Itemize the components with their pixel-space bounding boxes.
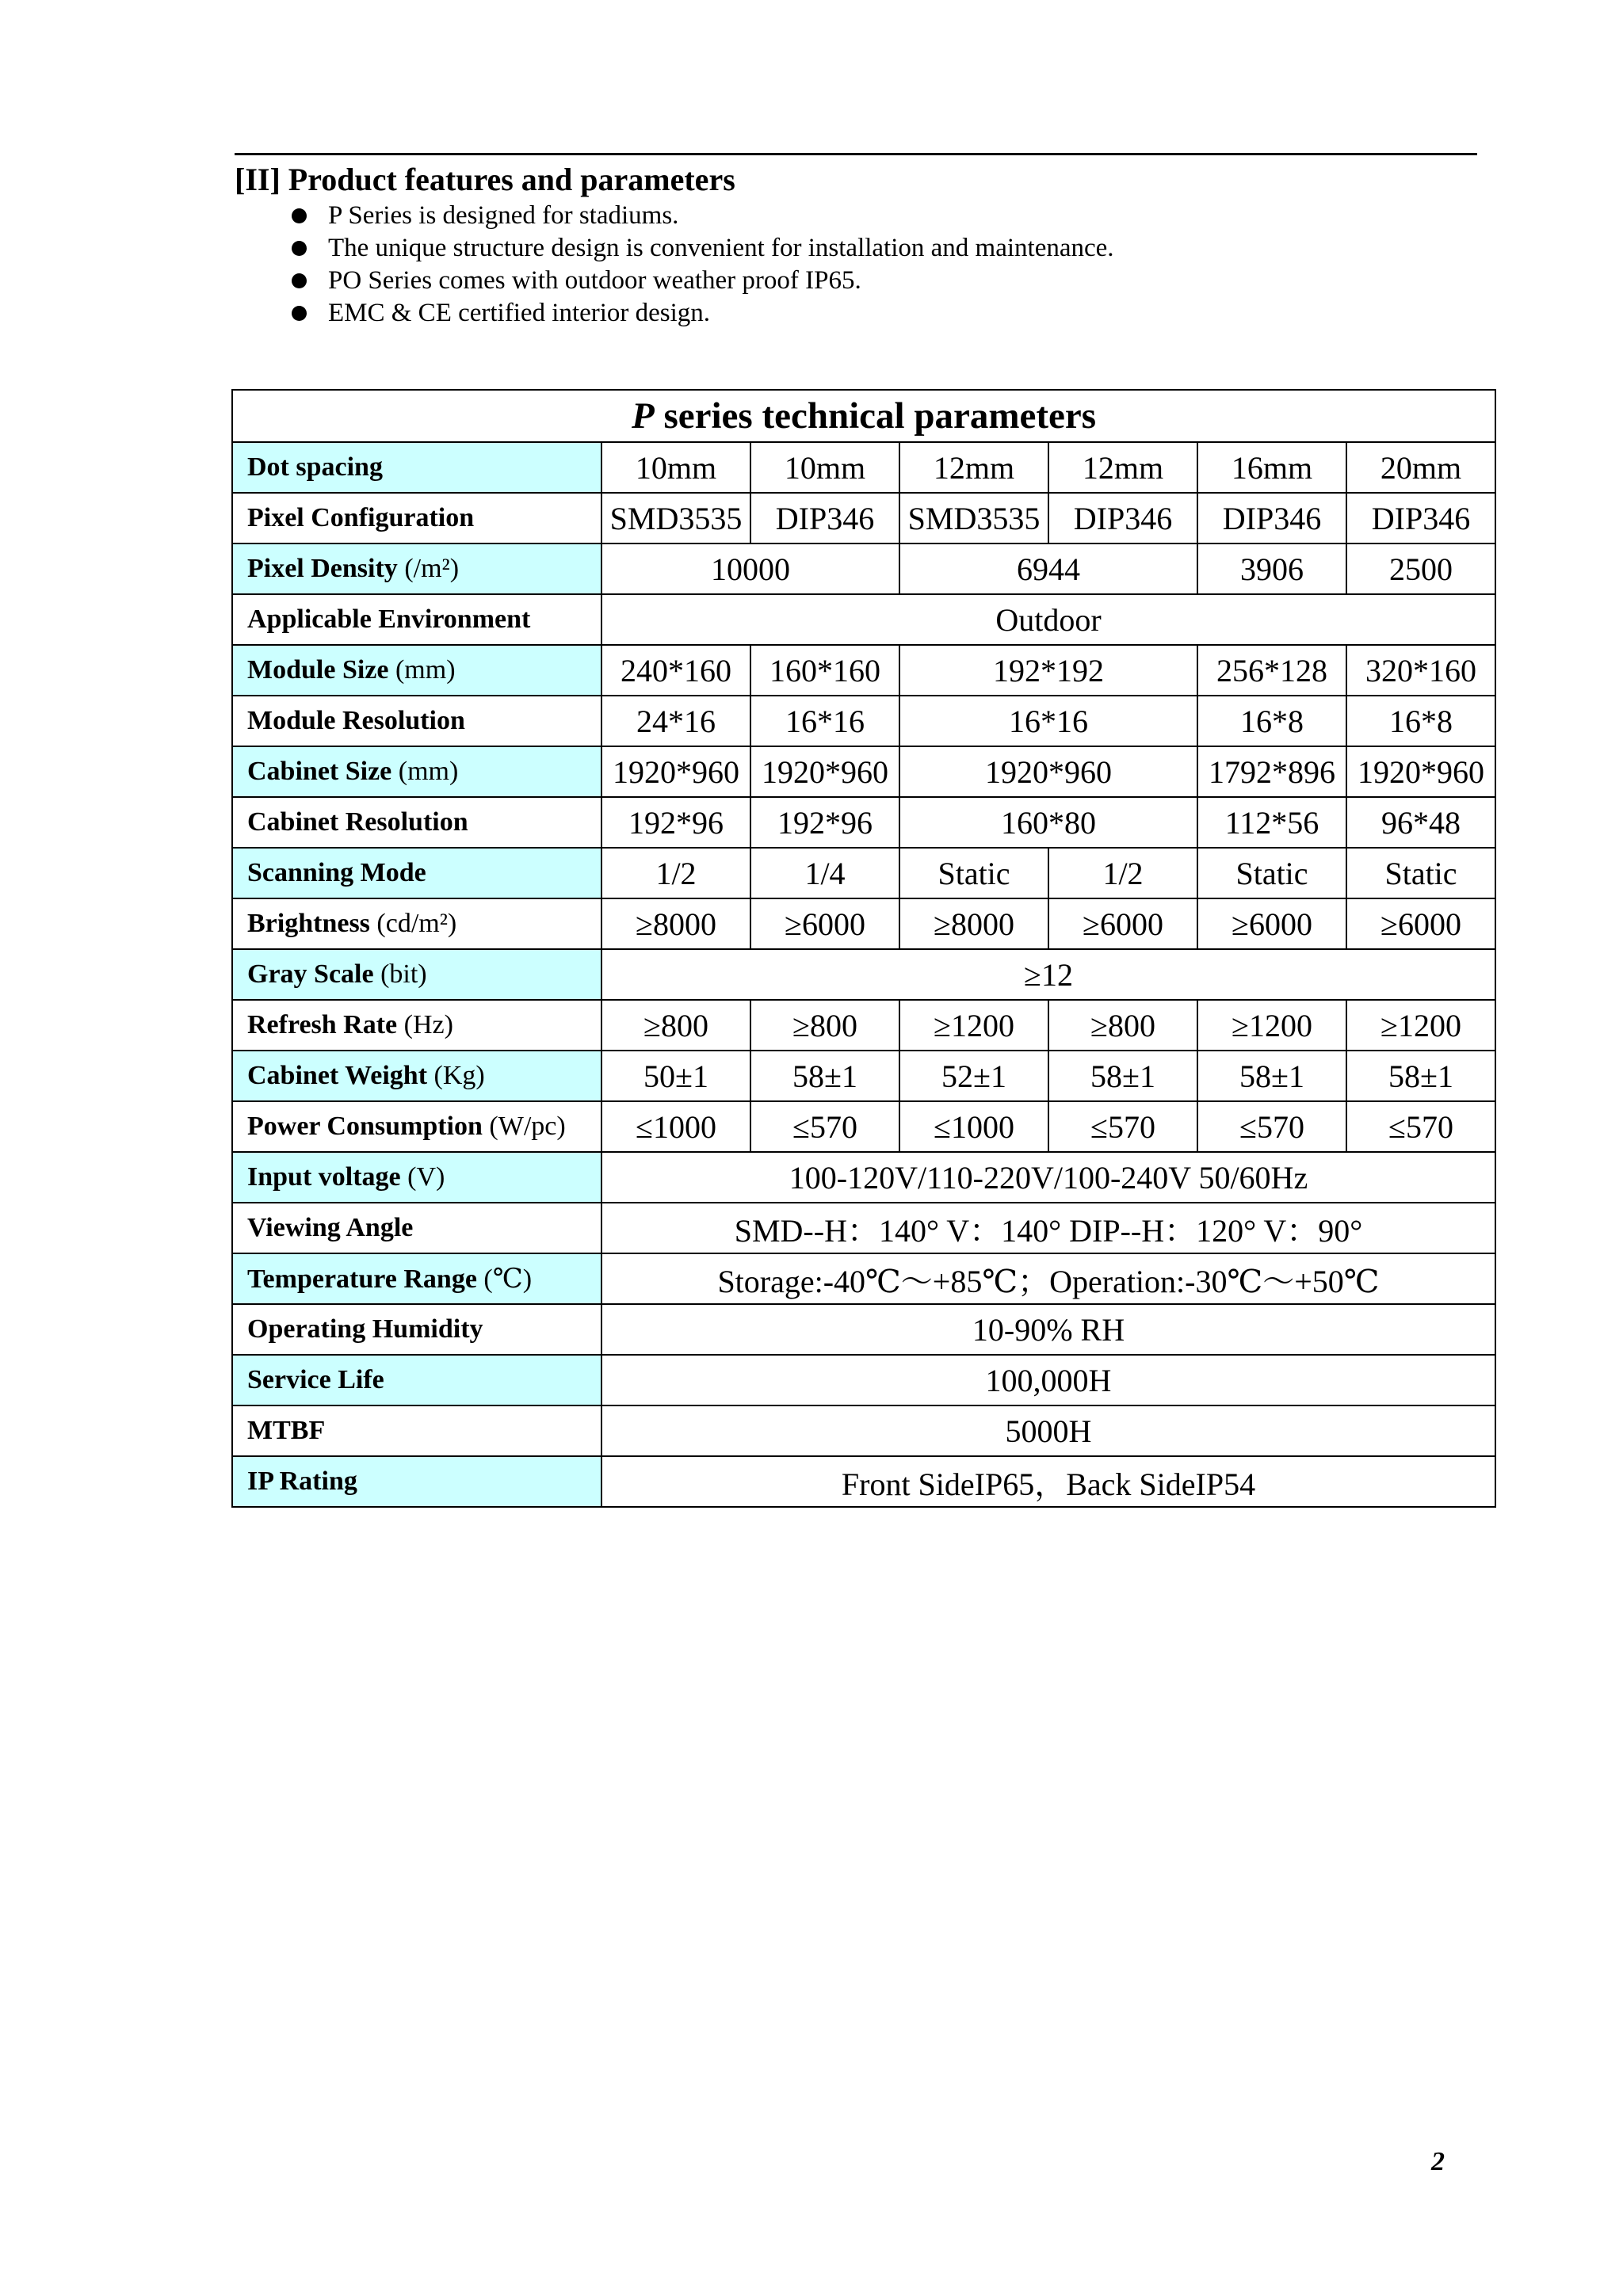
table-cell: Static xyxy=(1197,848,1346,898)
table-cell: SMD3535 xyxy=(899,493,1048,543)
table-cell: DIP346 xyxy=(1346,493,1495,543)
row-label-text: Dot spacing xyxy=(247,452,383,482)
table-cell: ≥6000 xyxy=(1048,898,1197,949)
feature-item xyxy=(292,265,1114,297)
row-label-unit: (V) xyxy=(400,1162,445,1192)
table-cell: 96*48 xyxy=(1346,797,1495,848)
table-row xyxy=(232,1152,1495,1203)
table-cell: ≥800 xyxy=(750,1000,899,1051)
row-label-text: Viewing Angle xyxy=(247,1213,414,1242)
table-cell: 1920*960 xyxy=(601,746,750,797)
table-cell: Static xyxy=(1346,848,1495,898)
table-cell: DIP346 xyxy=(750,493,899,543)
table-row xyxy=(232,848,1495,898)
table-title-row xyxy=(232,390,1495,442)
technical-parameters-table xyxy=(231,389,1496,1508)
table-cell: 12mm xyxy=(1048,442,1197,493)
table-cell: Outdoor xyxy=(601,594,1495,645)
row-label-text: Applicable Environment xyxy=(247,605,531,634)
table-cell: 16*16 xyxy=(899,696,1197,746)
table-row xyxy=(232,1405,1495,1456)
table-cell: Storage:-40℃～+85℃；Operation:-30℃～+50℃ xyxy=(601,1253,1495,1304)
table-cell: 1920*960 xyxy=(750,746,899,797)
table-row xyxy=(232,594,1495,645)
table-cell: 58±1 xyxy=(1346,1051,1495,1101)
table-row xyxy=(232,1203,1495,1253)
table-row xyxy=(232,1051,1495,1101)
table-cell: ≥6000 xyxy=(1346,898,1495,949)
bullet-icon xyxy=(292,273,307,288)
row-label xyxy=(232,442,601,493)
row-label xyxy=(232,1152,601,1203)
table-cell: ≥6000 xyxy=(1197,898,1346,949)
row-label xyxy=(232,1456,601,1507)
feature-list xyxy=(292,200,1114,330)
row-label-text: Refresh Rate xyxy=(247,1010,398,1039)
row-label xyxy=(232,493,601,543)
row-label xyxy=(232,949,601,1000)
table-cell: 58±1 xyxy=(1197,1051,1346,1101)
table-cell: 16*8 xyxy=(1346,696,1495,746)
row-label-unit: (/m²) xyxy=(397,554,460,583)
table-cell: ≥800 xyxy=(1048,1000,1197,1051)
table-row xyxy=(232,442,1495,493)
row-label xyxy=(232,898,601,949)
table-cell: ≥8000 xyxy=(601,898,750,949)
table-row xyxy=(232,493,1495,543)
table-cell: 10000 xyxy=(601,543,899,594)
table-cell: 192*96 xyxy=(750,797,899,848)
table-cell: ≥12 xyxy=(601,949,1495,1000)
row-label-unit: (℃) xyxy=(476,1264,533,1294)
table-cell: 1792*896 xyxy=(1197,746,1346,797)
table-cell: SMD--H：140° V：140° DIP--H：120° V：90° xyxy=(601,1203,1495,1253)
row-label xyxy=(232,543,601,594)
row-label xyxy=(232,696,601,746)
table-cell: ≤1000 xyxy=(601,1101,750,1152)
table-row xyxy=(232,746,1495,797)
table-cell: DIP346 xyxy=(1197,493,1346,543)
table-cell: 192*192 xyxy=(899,645,1197,696)
feature-item xyxy=(292,232,1114,265)
top-horizontal-rule xyxy=(235,153,1477,155)
table-cell: 50±1 xyxy=(601,1051,750,1101)
table-cell: 112*56 xyxy=(1197,797,1346,848)
table-row xyxy=(232,543,1495,594)
table-cell: ≤1000 xyxy=(899,1101,1048,1152)
table-cell: ≥800 xyxy=(601,1000,750,1051)
table-cell: ≥8000 xyxy=(899,898,1048,949)
table-row xyxy=(232,696,1495,746)
table-row xyxy=(232,949,1495,1000)
row-label xyxy=(232,594,601,645)
row-label xyxy=(232,1101,601,1152)
table-cell: 160*80 xyxy=(899,797,1197,848)
table-cell: 52±1 xyxy=(899,1051,1048,1101)
row-label-text: Service Life xyxy=(247,1365,384,1394)
table-cell: ≥1200 xyxy=(899,1000,1048,1051)
row-label xyxy=(232,746,601,797)
row-label-text: MTBF xyxy=(247,1416,326,1445)
table-cell: 1/2 xyxy=(601,848,750,898)
table-cell: 100,000H xyxy=(601,1355,1495,1405)
row-label xyxy=(232,1304,601,1355)
table-cell: 6944 xyxy=(899,543,1197,594)
row-label-text: Module Size xyxy=(247,655,389,685)
table-title-series-letter: P xyxy=(632,395,655,437)
table-row xyxy=(232,898,1495,949)
table-cell: 192*96 xyxy=(601,797,750,848)
row-label xyxy=(232,1253,601,1304)
row-label-unit: (W/pc) xyxy=(482,1112,566,1141)
row-label-unit: (Hz) xyxy=(397,1010,453,1039)
row-label-text: Power Consumption xyxy=(247,1112,483,1141)
row-label-text: Input voltage xyxy=(247,1162,401,1192)
table-cell: Static xyxy=(899,848,1048,898)
table-title-text: series technical parameters xyxy=(654,395,1096,437)
table-cell: ≥1200 xyxy=(1346,1000,1495,1051)
row-label-text: Cabinet Size xyxy=(247,757,392,786)
table-cell: 58±1 xyxy=(750,1051,899,1101)
row-label-text: Module Resolution xyxy=(247,706,465,735)
table-cell: 1/2 xyxy=(1048,848,1197,898)
row-label xyxy=(232,1000,601,1051)
row-label-unit: (bit) xyxy=(373,959,427,989)
table-cell: Front SideIP65，Back SideIP54 xyxy=(601,1456,1495,1507)
table-cell: DIP346 xyxy=(1048,493,1197,543)
row-label-text: Operating Humidity xyxy=(247,1314,483,1344)
table-row xyxy=(232,1253,1495,1304)
table-cell: 10mm xyxy=(750,442,899,493)
table-cell: 320*160 xyxy=(1346,645,1495,696)
row-label-unit: (mm) xyxy=(391,757,459,786)
table-cell: 1920*960 xyxy=(899,746,1197,797)
table-cell: 2500 xyxy=(1346,543,1495,594)
table-cell: 240*160 xyxy=(601,645,750,696)
table-cell: 5000H xyxy=(601,1405,1495,1456)
table-cell: 12mm xyxy=(899,442,1048,493)
bullet-icon xyxy=(292,208,307,223)
table-row xyxy=(232,1000,1495,1051)
table-cell: ≤570 xyxy=(750,1101,899,1152)
table-cell: 1/4 xyxy=(750,848,899,898)
section-title: [II] Product features and parameters xyxy=(235,162,735,197)
row-label xyxy=(232,1051,601,1101)
row-label xyxy=(232,645,601,696)
table-cell: ≥1200 xyxy=(1197,1000,1346,1051)
table-row xyxy=(232,1304,1495,1355)
row-label-unit: (cd/m²) xyxy=(369,909,457,938)
table-cell: 10mm xyxy=(601,442,750,493)
feature-text: EMC & CE certified interior design. xyxy=(328,299,711,327)
table-cell: 24*16 xyxy=(601,696,750,746)
row-label-text: Temperature Range xyxy=(247,1264,477,1294)
row-label-text: Cabinet Resolution xyxy=(247,807,468,837)
feature-item xyxy=(292,200,1114,232)
table-row xyxy=(232,1456,1495,1507)
bullet-icon xyxy=(292,241,307,256)
row-label-text: Scanning Mode xyxy=(247,858,426,887)
table-cell: SMD3535 xyxy=(601,493,750,543)
table-cell: 1920*960 xyxy=(1346,746,1495,797)
row-label-unit: (Kg) xyxy=(427,1061,485,1090)
table-cell: 256*128 xyxy=(1197,645,1346,696)
feature-text: PO Series comes with outdoor weather proof IP65. xyxy=(328,266,861,295)
row-label xyxy=(232,1355,601,1405)
table-cell: 20mm xyxy=(1346,442,1495,493)
table-cell: ≤570 xyxy=(1346,1101,1495,1152)
table-cell: 100-120V/110-220V/100-240V 50/60Hz xyxy=(601,1152,1495,1203)
table-title xyxy=(232,390,1495,442)
row-label xyxy=(232,797,601,848)
feature-text: The unique structure design is convenient for installation and maintenance. xyxy=(328,234,1114,262)
row-label-text: Gray Scale xyxy=(247,959,374,989)
table-cell: 58±1 xyxy=(1048,1051,1197,1101)
feature-item xyxy=(292,297,1114,330)
row-label-text: Pixel Density xyxy=(247,554,398,583)
table-row xyxy=(232,1101,1495,1152)
row-label-text: Brightness xyxy=(247,909,370,938)
row-label xyxy=(232,1405,601,1456)
table-cell: ≤570 xyxy=(1197,1101,1346,1152)
table-row xyxy=(232,1355,1495,1405)
table-cell: 16*16 xyxy=(750,696,899,746)
table-cell: 10-90% RH xyxy=(601,1304,1495,1355)
row-label-text: Pixel Configuration xyxy=(247,503,475,532)
table-row xyxy=(232,797,1495,848)
row-label-unit: (mm) xyxy=(388,655,456,685)
row-label xyxy=(232,848,601,898)
row-label xyxy=(232,1203,601,1253)
table-cell: 16*8 xyxy=(1197,696,1346,746)
row-label-text: Cabinet Weight xyxy=(247,1061,428,1090)
table-cell: 16mm xyxy=(1197,442,1346,493)
bullet-icon xyxy=(292,306,307,321)
row-label-text: IP Rating xyxy=(247,1466,357,1496)
feature-text: P Series is designed for stadiums. xyxy=(328,201,679,230)
table-cell: ≥6000 xyxy=(750,898,899,949)
table-row xyxy=(232,645,1495,696)
table-cell: ≤570 xyxy=(1048,1101,1197,1152)
page-number: 2 xyxy=(1431,2147,1445,2176)
table-cell: 3906 xyxy=(1197,543,1346,594)
table-cell: 160*160 xyxy=(750,645,899,696)
